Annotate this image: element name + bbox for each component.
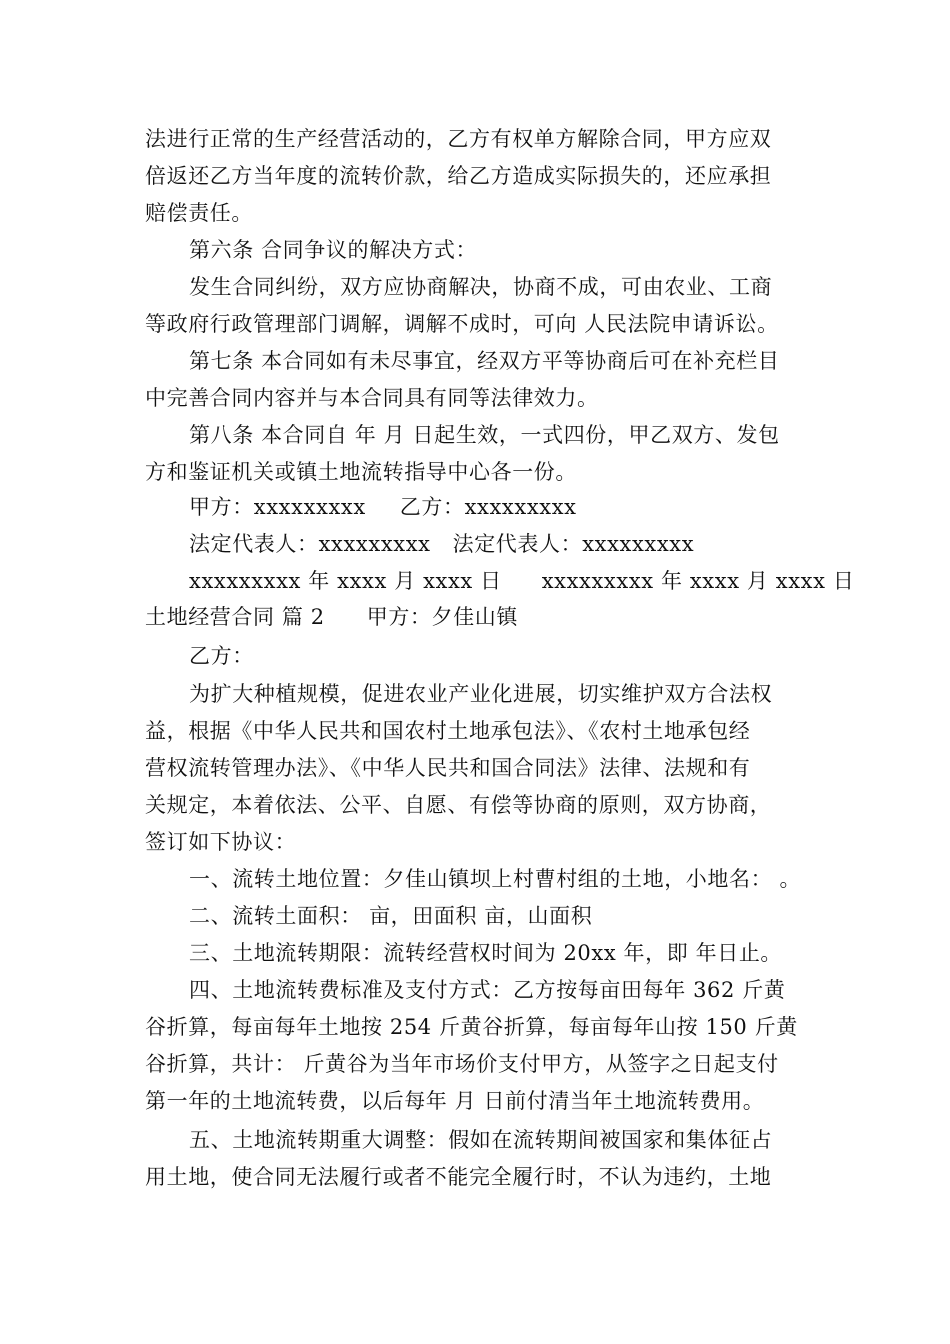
text-line: 中完善合同内容并与本合同具有同等法律效力。 (145, 386, 599, 410)
clause-3: 三、土地流转期限：流转经营权时间为 20xx 年，即 年日止。 (189, 941, 783, 965)
text-line: 等政府行政管理部门调解，调解不成时，可向 人民法院申请诉讼。 (145, 312, 779, 336)
signature-date-a: xxxxxxxxx 年 xxxx 月 xxxx 日 (189, 569, 502, 593)
signature-reps-row (189, 530, 869, 558)
text-line: 用土地，使合同无法履行或者不能完全履行时，不认为违约，土地 (145, 1165, 772, 1189)
clause-1: 一、流转土地位置：夕佳山镇坝上村曹村组的土地，小地名： 。 (189, 867, 802, 891)
text-line: 方和鉴证机关或镇土地流转指导中心各一份。 (145, 460, 577, 484)
signature-date-b: xxxxxxxxx 年 xxxx 月 xxxx 日 (541, 569, 855, 593)
text-line: 第一年的土地流转费，以后每年 月 日前付清当年土地流转费用。 (145, 1089, 765, 1113)
text-line: 谷折算，共计： 斤黄谷为当年市场价支付甲方，从签字之日起支付 (145, 1052, 779, 1076)
text-line: 发生合同纠纷，双方应协商解决，协商不成，可由农业、工商 (189, 275, 773, 299)
text-line: 签订如下协议： (145, 830, 297, 854)
text-line: 营权流转管理办法》、《中华人民共和国合同法》法律、法规和有 (145, 756, 751, 780)
clause-4: 四、土地流转费标准及支付方式：乙方按每亩田每年 362 斤黄 (189, 978, 786, 1002)
text-line: 为扩大种植规模，促进农业产业化进展，切实维护双方合法权 (189, 682, 773, 706)
text-line: 赔偿责任。 (145, 201, 253, 225)
text-line: 第七条 本合同如有未尽事宜，经双方平等协商后可在补充栏目 (189, 349, 780, 373)
signature-party-b: 乙方：xxxxxxxxx (399, 495, 577, 519)
contract2-party-a: 甲方：夕佳山镇 (366, 605, 518, 629)
signature-party-a: 甲方：xxxxxxxxx (189, 495, 366, 519)
clause-5: 五、土地流转期重大调整：假如在流转期间被国家和集体征占 (189, 1128, 773, 1152)
text-line: 法进行正常的生产经营活动的，乙方有权单方解除合同，甲方应双 (145, 127, 772, 151)
text-line: 益，根据《中华人民共和国农村土地承包法》、《农村土地承包经 (145, 719, 751, 743)
text-line: 关规定，本着依法、公平、自愿、有偿等协商的原则，双方协商， (145, 793, 772, 817)
contract2-heading: 土地经营合同 篇 2 (145, 605, 325, 629)
text-line: 谷折算，每亩每年土地按 254 斤黄谷折算，每亩每年山按 150 斤黄 (145, 1015, 798, 1039)
contract2-party-b: 乙方： (189, 644, 254, 668)
text-line: 倍返还乙方当年度的流转价款，给乙方造成实际损失的，还应承担 (145, 164, 772, 188)
signature-rep-a: 法定代表人：xxxxxxxxx (189, 532, 431, 556)
article-heading: 第六条 合同争议的解决方式： (189, 238, 478, 262)
signature-dates-row (189, 567, 869, 595)
clause-2: 二、流转土面积： 亩，田面积 亩，山面积 (189, 904, 593, 928)
signature-parties-row (189, 493, 869, 521)
contract2-heading-row (145, 603, 825, 631)
signature-rep-b: 法定代表人：xxxxxxxxx (452, 532, 695, 556)
text-line: 第八条 本合同自 年 月 日起生效，一式四份，甲乙双方、发包 (189, 423, 780, 447)
